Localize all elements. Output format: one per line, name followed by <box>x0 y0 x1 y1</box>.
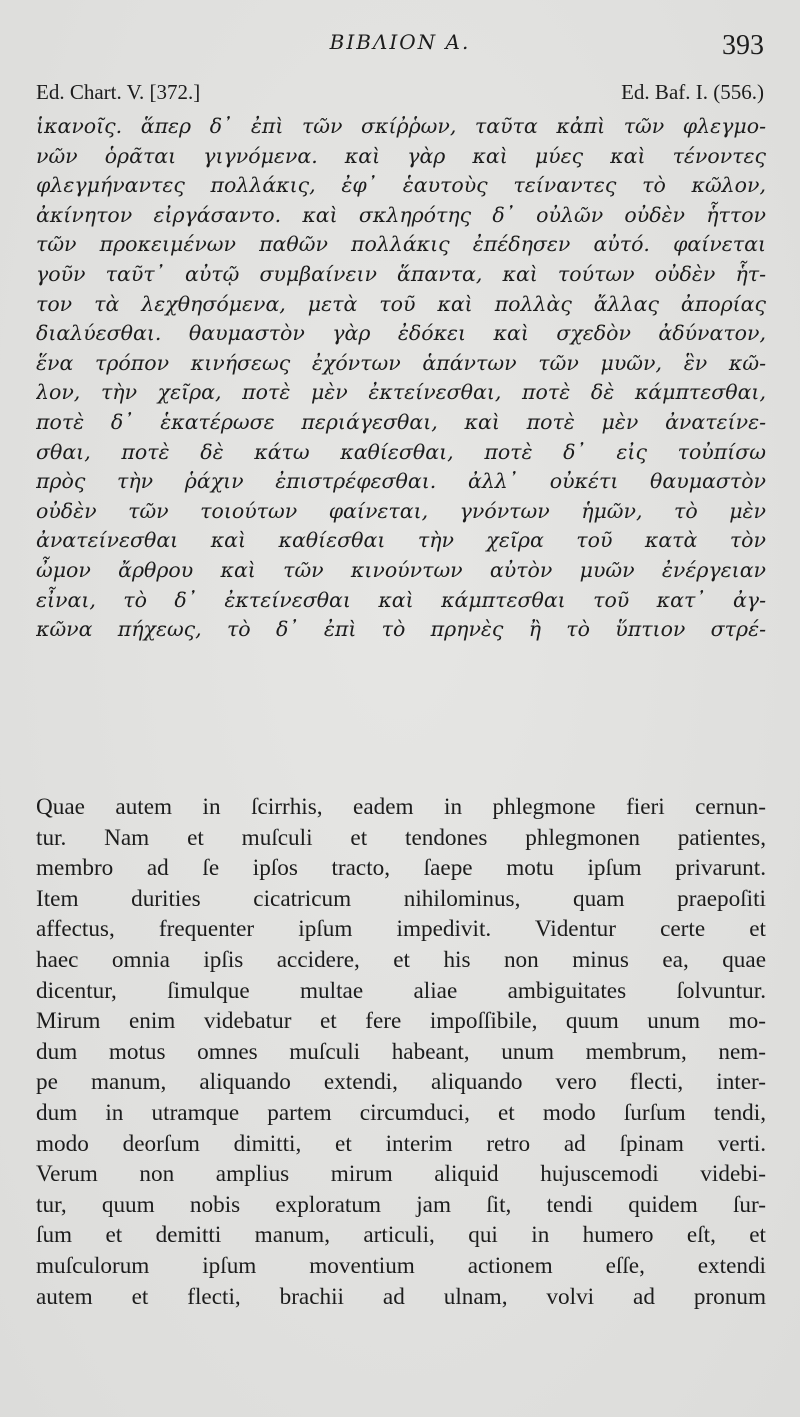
latin-line: tur. Nam et muſculi et tendones phlegmonen patientes, <box>36 824 766 851</box>
latin-line: affectus, frequenter ipſum impedivit. Videntur certe et <box>36 916 766 943</box>
greek-line: ἱκανοῖς. ἅπερ δ᾽ ἐπὶ τῶν σκίῤῥων, ταῦτα κἀπὶ τῶν φλεγμο- <box>36 114 766 138</box>
latin-line: Verum non amplius mirum aliquid hujuscemodi videbi- <box>36 1161 766 1188</box>
greek-line: ποτὲ δ᾽ ἑκατέρωσε περιάγεσθαι, καὶ ποτὲ μὲν ἀνατείνε- <box>36 409 766 434</box>
latin-line: muſculorum ipſum moventium actionem eſſe, extendi <box>36 1252 766 1279</box>
latin-line: pe manum, aliquando extendi, aliquando vero flecti, inter- <box>36 1069 766 1096</box>
latin-line: haec omnia ipſis accidere, et his non minus ea, quae <box>36 946 766 973</box>
greek-line: φλεγμήναντες πολλάκις, ἐφ᾽ ἑαυτοὺς τείναντες τὸ κῶλον, <box>36 173 766 198</box>
latin-line: dum motus omnes muſculi habeant, unum membrum, nem- <box>36 1038 766 1065</box>
greek-text-block <box>36 112 766 645</box>
latin-line: dicentur, ſimulque multae aliae ambiguitates ſolvuntur. <box>36 977 766 1004</box>
greek-line: τῶν προκειμένων παθῶν πολλάκις ἐπέδησεν αὐτό. φαίνεται <box>36 232 766 257</box>
greek-line: νῶν ὁρᾶται γιγνόμενα. καὶ γὰρ καὶ μύες καὶ τένοντες <box>36 143 766 168</box>
greek-line: ἕνα τρόπον κινήσεως ἐχόντων ἁπάντων τῶν μυῶν, ἓν κῶ- <box>36 350 766 375</box>
greek-line: πρὸς τὴν ῥάχιν ἐπιστρέφεσθαι. ἀλλ᾽ οὐκέτι θαυμαστὸν <box>36 469 766 494</box>
greek-line: κῶνα πήχεως, τὸ δ᾽ ἐπὶ τὸ πρηνὲς ἢ τὸ ὕπτιον στρέ- <box>36 617 766 642</box>
latin-line: ſum et demitti manum, articuli, qui in humero eſt, et <box>36 1222 766 1249</box>
latin-line: autem et flecti, brachii ad ulnam, volvi ad pronum <box>36 1283 766 1310</box>
greek-line: οὐδὲν τῶν τοιούτων φαίνεται, γνόντων ἡμῶν, τὸ μὲν <box>36 498 766 523</box>
greek-line: διαλύεσθαι. θαυμαστὸν γὰρ ἐδόκει καὶ σχεδὸν ἀδύνατον, <box>36 321 766 346</box>
greek-line: ἀκίνητον εἰργάσαντο. καὶ σκληρότης δ᾽ οὐλῶν οὐδὲν ἧττον <box>36 202 766 227</box>
latin-line: Mirum enim videbatur et fere impoſſibile, quum unum mo- <box>36 1008 766 1035</box>
greek-line: σθαι, ποτὲ δὲ κάτω καθίεσθαι, ποτὲ δ᾽ εἰς τοὐπίσω <box>36 439 766 464</box>
latin-line: modo deorſum dimitti, et interim retro ad ſpinam verti. <box>36 1130 766 1157</box>
latin-line: membro ad ſe ipſos tracto, ſaepe motu ipſum privarunt. <box>36 855 766 882</box>
greek-line: λον, τὴν χεῖρα, ποτὲ μὲν ἐκτείνεσθαι, ποτὲ δὲ κάμπτεσθαι, <box>36 380 766 405</box>
edition-reference-right: Ed. Baf. I. (556.) <box>621 80 764 104</box>
edition-reference-left: Ed. Chart. V. [372.] <box>36 80 201 104</box>
latin-line: Item durities cicatricum nihilominus, quam praepoſiti <box>36 885 766 912</box>
latin-text-block <box>36 792 766 1312</box>
running-title: BIBΛION A. <box>329 30 471 54</box>
page-number: 393 <box>722 30 764 61</box>
greek-line: ὦμον ἄρθρου καὶ τῶν κινούντων αὐτὸν μυῶν ἐνέργειαν <box>36 557 766 582</box>
latin-line: dum in utramque partem circumduci, et modo ſurſum tendi, <box>36 1099 766 1126</box>
greek-line: ἀνατείνεσθαι καὶ καθίεσθαι τὴν χεῖρα τοῦ κατὰ τὸν <box>36 528 766 553</box>
greek-line: εἶναι, τὸ δ᾽ ἐκτείνεσθαι καὶ κάμπτεσθαι τοῦ κατ᾽ ἀγ- <box>36 587 766 612</box>
greek-line: γοῦν ταῦτ᾽ αὐτῷ συμβαίνειν ἅπαντα, καὶ τούτων οὐδὲν ἧτ- <box>36 261 766 286</box>
latin-line: tur, quum nobis exploratum jam ſit, tendi quidem ſur- <box>36 1191 766 1218</box>
latin-line: Quae autem in ſcirrhis, eadem in phlegmone fieri cernun- <box>36 794 766 820</box>
greek-line: τον τὰ λεχθησόμενα, μετὰ τοῦ καὶ πολλὰς ἄλλας ἀπορίας <box>36 291 766 316</box>
